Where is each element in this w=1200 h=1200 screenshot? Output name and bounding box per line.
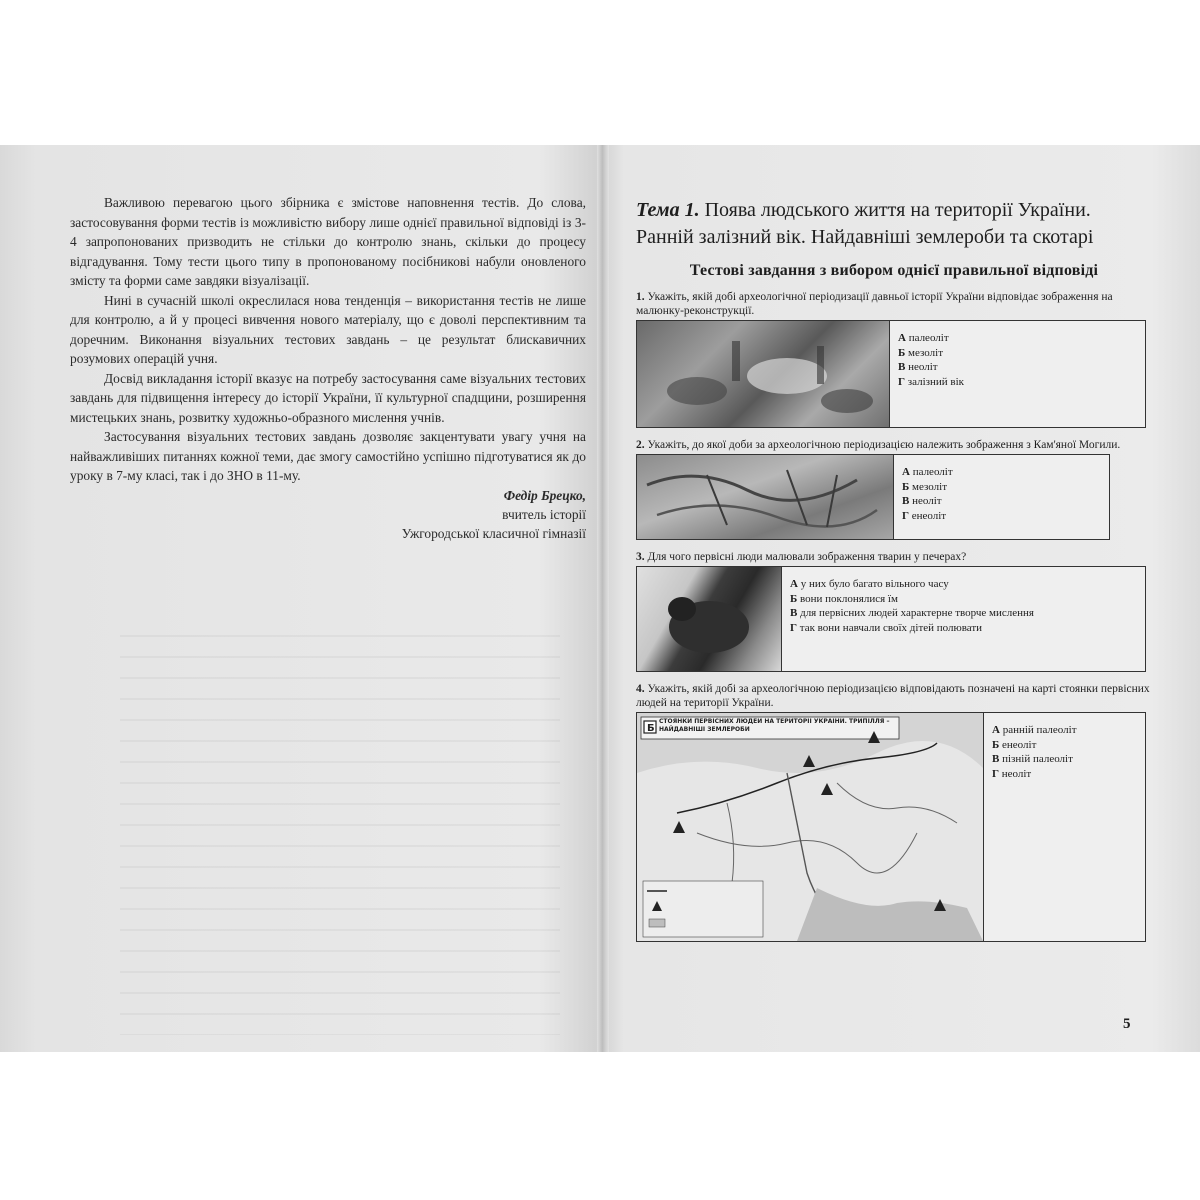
cave-painting-image [637,567,782,671]
book-spread [0,145,1200,1052]
q2-option-c[interactable]: В неоліт [902,495,942,507]
question-4-options [984,713,1083,941]
q3-option-b[interactable]: Б вони поклонялися їм [790,592,898,605]
question-1-body: Укажіть, якій добі археологічної періодизації давньої історії України відповідає зображення на малюнку-реконструкції. [636,291,1113,317]
q4-option-d[interactable]: Г неоліт [992,767,1032,780]
q1-option-a[interactable]: А палеоліт [898,332,949,344]
question-2-text [636,438,1152,452]
question-2-options [894,455,959,539]
question-1-number: 1. [636,291,645,303]
book-gutter [597,145,609,1052]
signature-name: Федір Брецко, [503,487,586,503]
section-title: Тестові завдання з вибором однієї правильної відповіді [689,262,1099,279]
left-paragraph-3: Досвід викладання історії вказує на потребу застосування саме візуальних тестових завдань для підвищення інтересу до історії України, її культурної спадщини, розширення мистецьких знань, розвитку художньо-образного мислення учнів. [70,370,586,425]
q1-option-d[interactable]: Г залізний вік [898,375,964,388]
signature-org: Ужгородської класичної гімназії [401,525,586,541]
left-paragraph-1: Важливою перевагою цього збірника є змістове наповнення тестів. До слова, застосовування форми тестів із можливістю вибору лише однієї правильної відповіді із 3-4 запропонованих призводить не стільки до контролю знань, скільки до процесу відгадування. Тому тести цього типу в пропонованому посібникові набули оновленого змісту та форми саме завдяки візуалізації. [70,195,586,288]
q3-option-c[interactable]: В для первісних людей характерне творче мислення [790,607,1034,619]
q4-option-c[interactable]: В пізній палеоліт [992,753,1073,765]
question-4-box [636,712,1146,942]
q1-option-c[interactable]: В неоліт [898,361,938,373]
map-image [637,713,984,941]
question-3-text [636,550,1152,564]
rock-carving-lines [637,455,893,539]
right-page [636,197,1152,942]
left-paragraph-4: Застосування візуальних тестових завдань дозволяє закцентувати увагу учня на найважливіших питаннях кожної теми, дає змогу самостійно успішно підготуватися як до уроку в 7-му класі, так і до ЗНО в 11-му. [70,429,586,483]
left-paragraph-2: Нині в сучасній школі окреслилася нова тенденція – використання тестів не лише для контролю, а й у процесі вивчення нового матеріалу, що є доволі перспективним та доречним. Виконання візуальних тестових завдань – це результат блискавичних розумових операцій учня. [70,292,586,366]
question-4-text [636,682,1152,710]
topic-text: Поява людського життя на території України. Ранній залізний вік. Найдавніші землероби та скотарі [636,199,1094,248]
question-1-options [890,321,970,427]
q1-option-b[interactable]: Б мезоліт [898,346,943,359]
map-letter: Б [647,723,655,734]
bleed-through-text [120,635,560,1035]
reconstruction-figures [637,321,889,427]
signature [70,486,586,543]
question-2-body: Укажіть, до якої доби за археологічною періодизацією належить зображення з Кам'яної Могили. [647,439,1121,451]
left-page [70,193,586,543]
question-3-number: 3. [636,551,645,563]
reconstruction-painting [637,321,890,427]
ukraine-map [637,713,983,941]
kamiana-mohyla-carving [637,455,894,539]
q2-option-d[interactable]: Г енеоліт [902,509,947,522]
question-1-box [636,320,1146,428]
question-4-number: 4. [636,683,645,695]
question-2-box [636,454,1110,540]
question-3-body: Для чого первісні люди малювали зображення тварин у печерах? [647,551,967,563]
question-4-body: Укажіть, якій добі за археологічною періодизацією відповідають позначені на карті стоянки первісних людей на території України. [636,683,1150,709]
q4-option-b[interactable]: Б енеоліт [992,738,1037,751]
q3-option-d[interactable]: Г так вони навчали своїх дітей полювати [790,621,983,634]
page-number: 5 [1123,1016,1131,1032]
q4-option-a[interactable]: А ранній палеоліт [992,724,1077,736]
question-1-text [636,290,1152,318]
topic-prefix: Тема 1. [636,199,700,221]
question-2-number: 2. [636,439,645,451]
q2-option-a[interactable]: А палеоліт [902,466,953,478]
q2-option-b[interactable]: Б мезоліт [902,480,947,493]
topic-heading [636,197,1152,251]
question-3-options [782,567,1040,671]
cave-animal-figure [637,567,781,671]
q3-option-a[interactable]: А у них було багато вільного часу [790,578,949,590]
map-title: СТОЯНКИ ПЕРВІСНИХ ЛЮДЕЙ НА ТЕРИТОРІЇ УКРАЇНИ. ТРИПІЛЛЯ – НАЙДАВНІШІ ЗЕМЛЕРОБИ [659,718,890,733]
question-3-box [636,566,1146,672]
signature-role: вчитель історії [502,506,586,522]
